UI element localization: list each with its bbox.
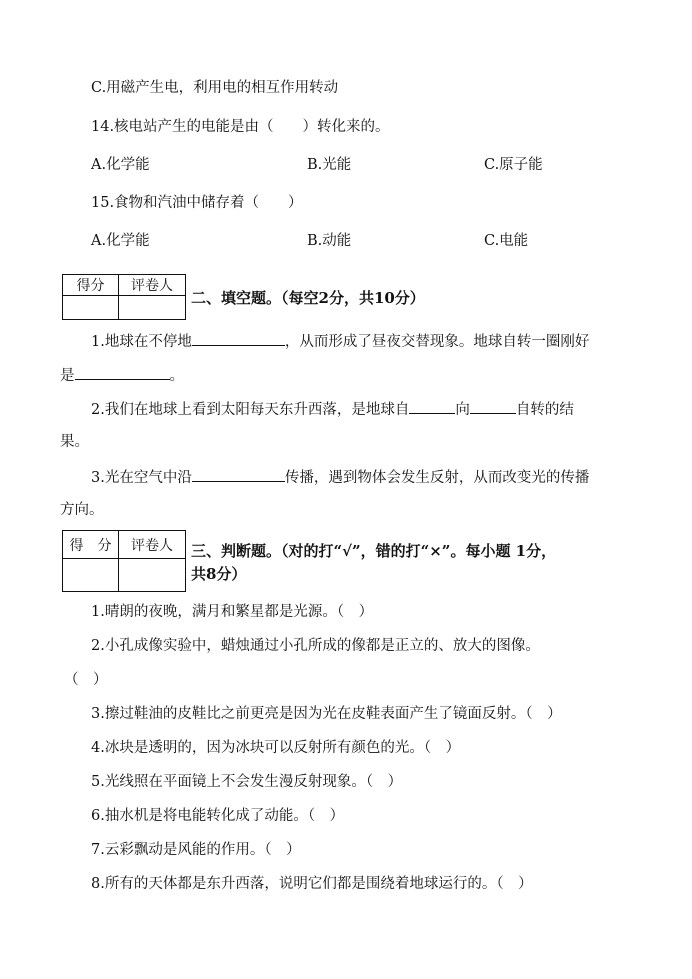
q15-option-b: B.动能 [307,233,352,249]
q15-option-a: A.化学能 [91,233,150,249]
fill-q3-text-a: 3.光在空气中沿 [91,470,192,486]
fill-q1-text-a: 1.地球在不停地 [91,334,192,350]
q14-stem: 14.核电站产生的电能是由（ ）转化来的。 [91,119,390,135]
score-box [62,274,186,320]
judge-q4: 4.冰块是透明的，因为冰块可以反射所有颜色的光。（ ） [91,740,461,756]
score-cell-2[interactable] [63,559,119,592]
judge-q7: 7.云彩飘动是风能的作用。（ ） [91,842,301,858]
judge-q1: 1.晴朗的夜晚，满月和繁星都是光源。（ ） [91,604,374,620]
fill-q3-line2: 方向。 [60,502,104,518]
q14-option-c: C.原子能 [484,157,543,173]
fill-q2-line1 [91,398,574,420]
judge-section-title-2: 共8分） [191,565,247,583]
judge-q2-line2: （ ） [64,672,108,688]
judge-q2-line1: 2.小孔成像实验中，蜡烛通过小孔所成的像都是正立的、放大的图像。 [91,638,540,654]
fill-q1-blank-2[interactable] [75,364,170,380]
fill-q1-line1 [91,330,589,352]
fill-q1-text-b: ，从而形成了昼夜交替现象。地球自转一圈刚好 [284,334,590,350]
fill-q2-blank-2[interactable] [470,398,516,414]
grader-header-2: 评卷人 [119,531,186,559]
q13-option-c: C.用磁产生电，利用电的相互作用转动 [91,80,339,96]
score-header-2: 得 分 [63,531,119,559]
q14-option-a: A.化学能 [91,157,150,173]
judge-section-title-1: 三、判断题。（对的打“√”，错的打“×”。每小题 1分， [191,542,557,560]
fill-q1-text-d: 。 [169,368,184,384]
grader-cell[interactable] [119,296,186,320]
judge-q5: 5.光线照在平面镜上不会发生漫反射现象。（ ） [91,774,403,790]
judge-q6: 6.抽水机是将电能转化成了动能。（ ） [91,808,345,824]
grader-header: 评卷人 [119,275,186,296]
score-box-2 [62,530,186,592]
judge-q8: 8.所有的天体都是东升西落，说明它们都是围绕着地球运行的。（ ） [91,876,533,892]
fill-q3-line1 [91,466,589,488]
judge-q3: 3.擦过鞋油的皮鞋比之前更亮是因为光在皮鞋表面产生了镜面反射。（ ） [91,706,562,722]
fill-q3-blank[interactable] [192,466,285,482]
score-header: 得分 [63,275,119,296]
fill-q2-line2: 果。 [60,434,89,450]
fill-q2-blank-1[interactable] [409,398,455,414]
fill-q1-text-c: 是 [60,368,75,384]
fill-q2-text-a: 2.我们在地球上看到太阳每天东升西落，是地球自 [91,402,410,418]
fill-q3-text-b: 传播，遇到物体会发生反射，从而改变光的传播 [284,470,590,486]
fill-q2-text-c: 自转的结 [515,402,574,418]
fill-section-title: 二、填空题。（每空2分，共10分） [191,289,425,307]
fill-q1-line2 [60,364,184,386]
grader-cell-2[interactable] [119,559,186,592]
q15-option-c: C.电能 [484,233,529,249]
score-cell[interactable] [63,296,119,320]
q15-stem: 15.食物和汽油中储存着（ ） [91,195,303,211]
fill-q2-text-b: 向 [455,402,470,418]
q14-option-b: B.光能 [307,157,352,173]
fill-q1-blank-1[interactable] [192,330,285,346]
